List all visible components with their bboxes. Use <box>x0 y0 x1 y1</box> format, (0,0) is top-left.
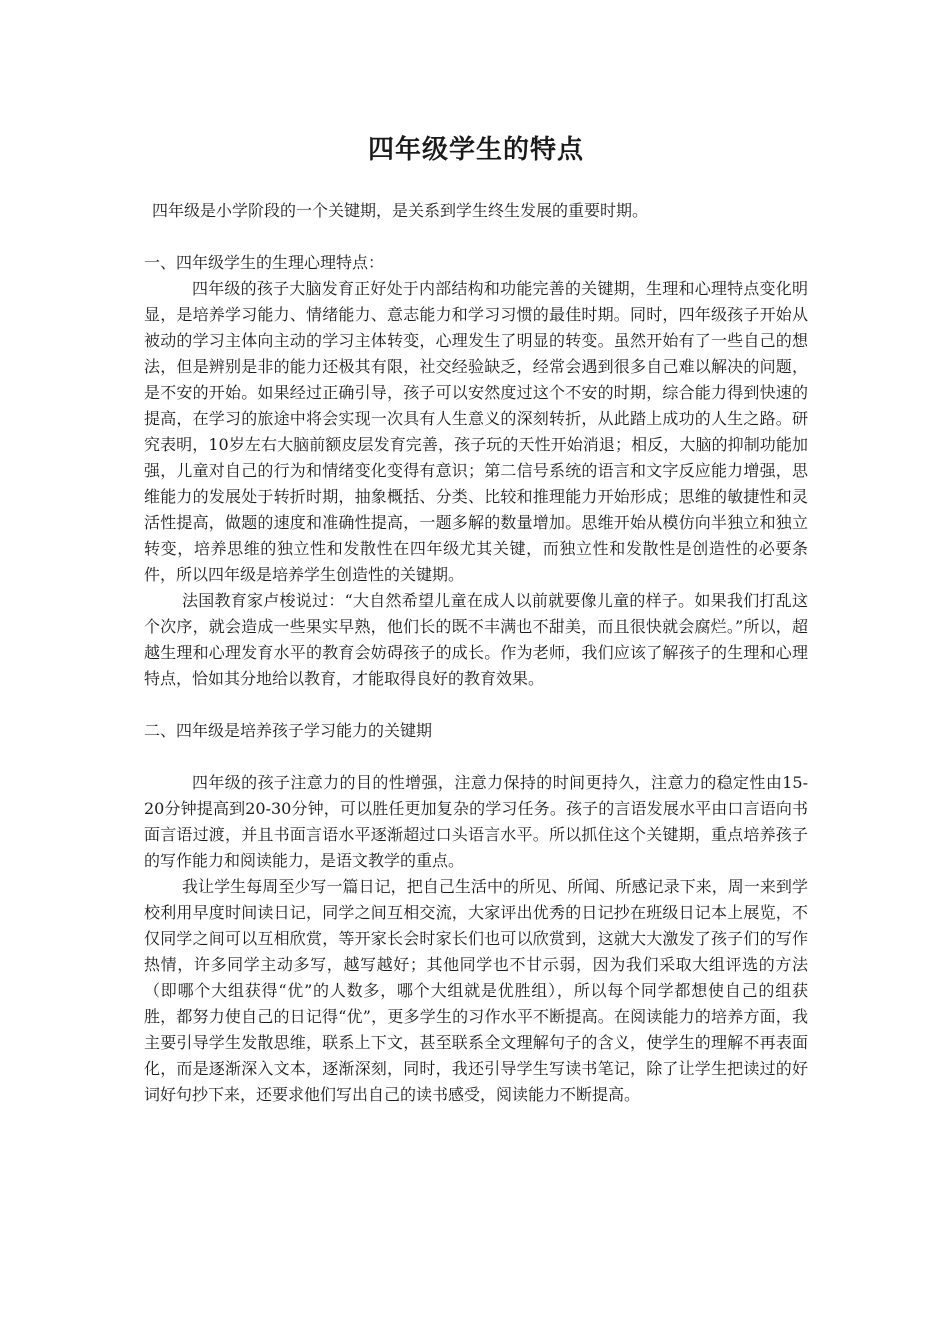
section-2-heading: 二、四年级是培养孩子学习能力的关键期 <box>144 721 433 740</box>
document-body <box>144 198 808 1108</box>
section-2-paragraph-2: 我让学生每周至少写一篇日记，把自己生活中的所见、所闻、所感记录下来，周一来到学校利用早度时间读日记，同学之间互相交流，大家评出优秀的日记抄在班级日记本上展览，不仅同学之间可以互相欣赏，等开家长会时家长们也可以欣赏到，这就大大激发了孩子们的写作热情，许多同学主动多写，越写越好；其他同学也不甘示弱，因为我们采取大组评选的方法（即哪个大组获得“优”的人数多，哪个大组就是优胜组），所以每个同学都想使自己的组获胜，都努力使自己的日记得“优”，更多学生的习作水平不断提高。在阅读能力的培养方面，我主要引导学生发散思维，联系上下文，甚至联系全文理解句子的含义，使学生的理解不再表面化，而是逐渐深入文本，逐渐深刻，同时，我还引导学生写读书笔记，除了让学生把读过的好词好句抄下来，还要求他们写出自己的读书感受，阅读能力不断提高。 <box>144 877 808 1104</box>
section-2-paragraph-1: 四年级的孩子注意力的目的性增强，注意力保持的时间更持久，注意力的稳定性由15-20分钟提高到20-30分钟，可以胜任更加复杂的学习任务。孩子的言语发展水平由口言语向书面言语过渡，并且书面言语水平逐渐超过口头语言水平。所以抓住这个关键期，重点培养孩子的写作能力和阅读能力，是语文教学的重点。 <box>144 773 808 870</box>
document-title: 四年级学生的特点 <box>367 135 584 165</box>
section-1-paragraph-1: 四年级的孩子大脑发育正好处于内部结构和功能完善的关键期，生理和心理特点变化明显，是培养学习能力、情绪能力、意志能力和学习习惯的最佳时期。同时，四年级孩子开始从被动的学习主体向主动的学习主体转变，心理发生了明显的转变。虽然开始有了一些自己的想法，但是辨别是非的能力还极其有限，社交经验缺乏，经常会遇到很多自己难以解决的问题，是不安的开始。如果经过正确引导，孩子可以安然度过这个不安的时期，综合能力得到快速的提高，在学习的旅途中将会实现一次具有人生意义的深刻转折，从此踏上成功的人生之路。研究表明，10岁左右大脑前额皮层发育完善，孩子玩的天性开始消退；相反，大脑的抑制功能加强，儿童对自己的行为和情绪变化变得有意识；第二信号系统的语言和文字反应能力增强，思维能力的发展处于转折时期，抽象概括、分类、比较和推理能力开始形成；思维的敏捷性和灵活性提高，做题的速度和准确性提高，一题多解的数量增加。思维开始从模仿向半独立和独立转变，培养思维的独立性和发散性在四年级尤其关键，而独立性和发散性是创造性的必要条件，所以四年级是培养学生创造性的关键期。 <box>144 279 808 584</box>
spacer <box>144 224 808 250</box>
spacer <box>144 744 808 770</box>
spacer <box>144 692 808 718</box>
section-1-paragraph-2: 法国教育家卢梭说过：“大自然希望儿童在成人以前就要像儿童的样子。如果我们打乱这个次序，就会造成一些果实早熟，他们长的既不丰满也不甜美，而且很快就会腐烂。”所以，超越生理和心理发育水平的教育会妨碍孩子的成长。作为老师，我们应该了解孩子的生理和心理特点，恰如其分地给以教育，才能取得良好的教育效果。 <box>144 591 808 688</box>
intro-paragraph: 四年级是小学阶段的一个关键期，是关系到学生终生发展的重要时期。 <box>152 201 649 220</box>
section-1-heading: 一、四年级学生的生理心理特点： <box>144 253 385 272</box>
